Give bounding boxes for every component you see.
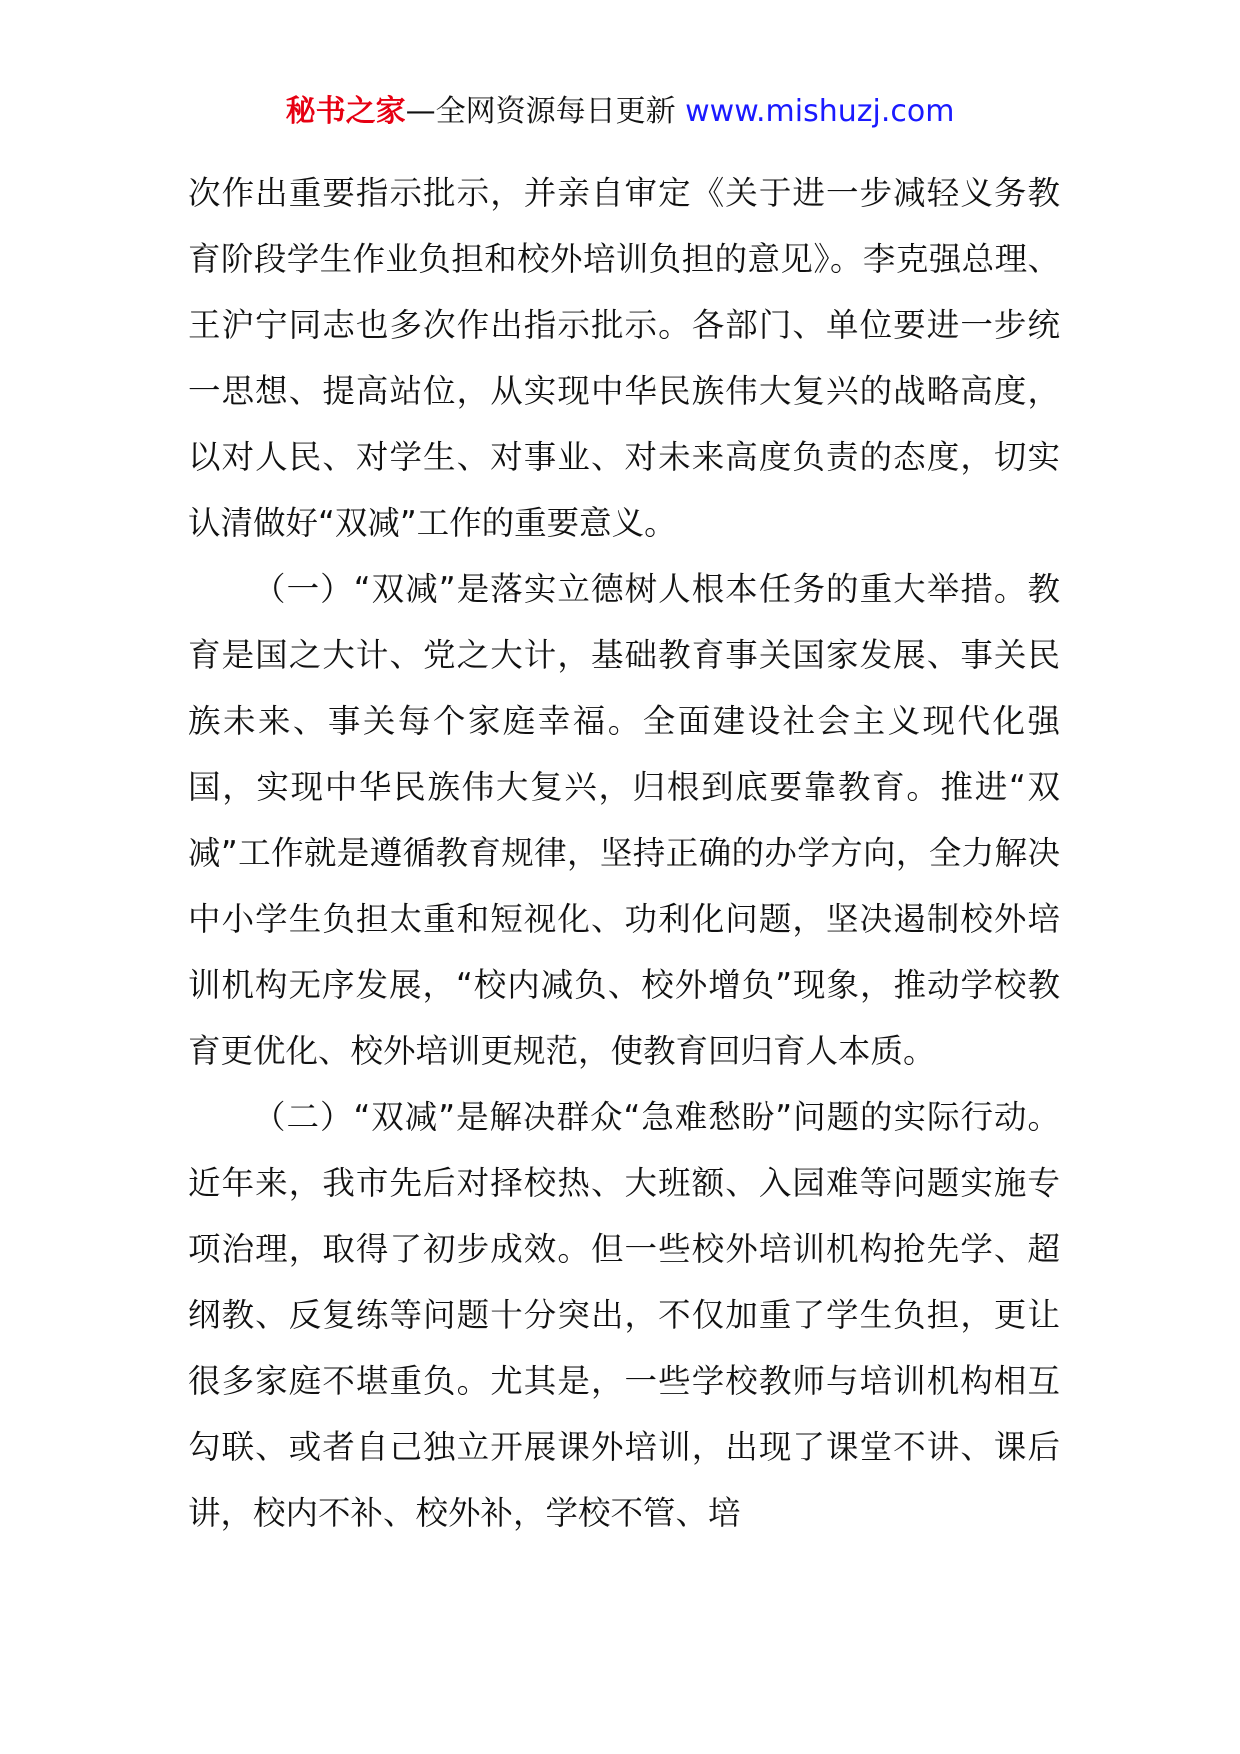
paragraph-section-one: （一）“双减”是落实立德树人根本任务的重大举措。教育是国之大计、党之大计，基础教育事关国家发展、事关民族未来、事关每个家庭幸福。全面建设社会主义现代化强国，实现中华民族伟大复兴，归根到底要靠教育。推进“双减”工作就是遵循教育规律，坚持正确的办学方向，全力解决中小学生负担太重和短视化、功利化问题，坚决遏制校外培训机构无序发展，“校内减负、校外增负”现象，推动学校教育更优化、校外培训更规范，使教育回归育人本质。 [188,570,1060,1070]
site-url-link[interactable]: www.mishuzj.com [685,94,955,129]
paragraph-continuation: 次作出重要指示批示，并亲自审定《关于进一步减轻义务教育阶段学生作业负担和校外培训负担的意见》。李克强总理、王沪宁同志也多次作出指示批示。各部门、单位要进一步统一思想、提高站位，从实现中华民族伟大复兴的战略高度，以对人民、对学生、对事业、对未来高度负责的态度，切实认清做好“双减”工作的重要意义。 [188,174,1060,542]
site-brand: 秘书之家 [285,94,406,129]
document-body [188,160,1060,1546]
paragraph-section-two: （二）“双减”是解决群众“急难愁盼”问题的实际行动。近年来，我市先后对择校热、大班额、入园难等问题实施专项治理，取得了初步成效。但一些校外培训机构抢先学、超纲教、反复练等问题十分突出，不仅加重了学生负担，更让很多家庭不堪重负。尤其是，一些学校教师与培训机构相互勾联、或者自己独立开展课外培训，出现了课堂不讲、课后讲，校内不补、校外补，学校不管、培 [188,1098,1060,1532]
site-tagline: —全网资源每日更新 [405,94,686,129]
site-header [0,92,1240,132]
